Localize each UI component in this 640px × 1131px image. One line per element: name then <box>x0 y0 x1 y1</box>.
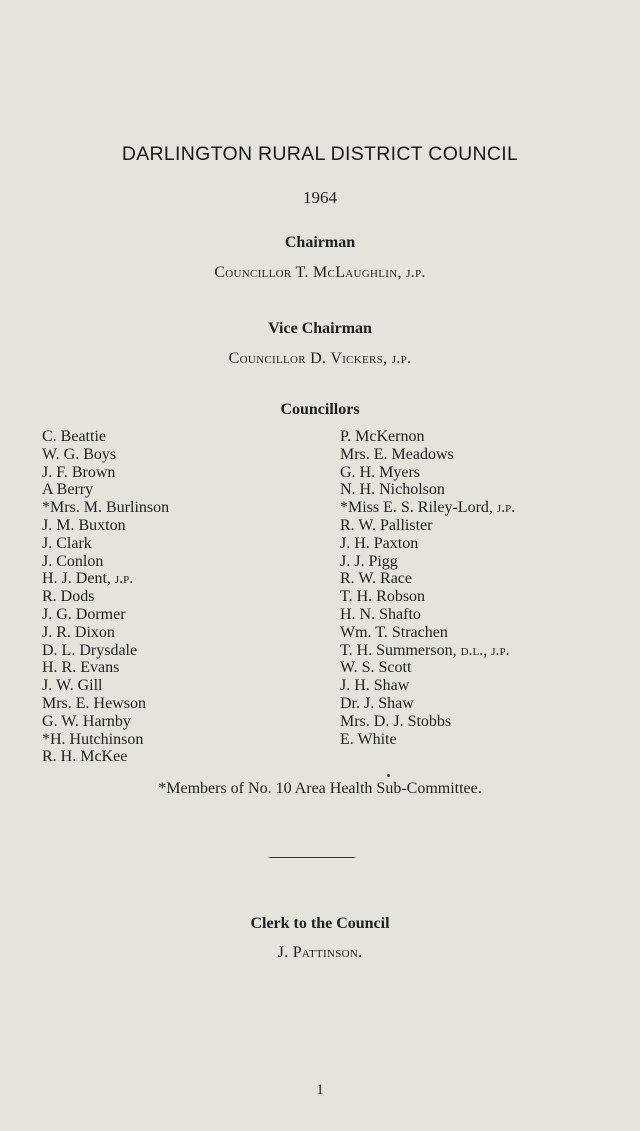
list-item: P. McKernon <box>340 428 425 445</box>
list-item: H. N. Shafto <box>340 605 421 623</box>
list-item: W. S. Scott <box>340 659 412 677</box>
list-item: W. G. Boys <box>42 445 117 463</box>
list-item: J. Conlon <box>42 552 104 570</box>
list-item: Mrs. D. J. Stobbs <box>340 712 452 730</box>
list-item: J. W. Gill <box>42 677 103 695</box>
list-item: G. H. Myers <box>340 463 420 481</box>
list-item: R. W. Race <box>340 570 412 588</box>
list-item: J. Clark <box>42 534 92 552</box>
list-item: R. W. Pallister <box>340 516 433 534</box>
list-item: J. F. Brown <box>42 463 116 481</box>
list-item: E. White <box>340 730 397 748</box>
list-item: R. H. McKee <box>42 748 128 766</box>
list-item: J. H. Paxton <box>340 534 419 552</box>
list-item: Mrs. E. Hewson <box>42 694 146 712</box>
stray-dot-mark <box>387 774 390 777</box>
list-item: T. H. Robson <box>340 588 426 606</box>
list-item: J. H. Shaw <box>340 677 410 695</box>
page-number: 1 <box>316 1082 324 1098</box>
clerk-heading: Clerk to the Council <box>250 915 390 932</box>
list-item: J. J. Pigg <box>340 552 398 570</box>
list-item: J. M. Buxton <box>42 516 126 534</box>
list-item: J. G. Dormer <box>42 605 126 623</box>
list-item: R. Dods <box>42 588 95 606</box>
divider-rule <box>269 857 355 858</box>
list-item: H. R. Evans <box>42 659 120 677</box>
councillors-left-column <box>42 428 169 766</box>
list-item: H. J. Dent, j.p. <box>42 570 134 588</box>
list-item: J. R. Dixon <box>42 623 115 641</box>
list-item: N. H. Nicholson <box>340 481 445 499</box>
list-item: D. L. Drysdale <box>42 641 138 659</box>
chairman-name: Councillor T. McLaughlin, j.p. <box>214 264 426 281</box>
list-item: T. H. Summerson, d.l., j.p. <box>340 641 510 659</box>
year: 1964 <box>303 188 337 207</box>
list-item: Mrs. E. Meadows <box>340 445 454 463</box>
list-item: *H. Hutchinson <box>42 730 144 748</box>
councillors-right-column <box>340 428 515 748</box>
list-item: Wm. T. Strachen <box>340 623 448 641</box>
list-item: *Mrs. M. Burlinson <box>42 499 170 517</box>
list-item: C. Beattie <box>42 428 106 445</box>
list-item: Dr. J. Shaw <box>340 694 414 712</box>
chairman-heading: Chairman <box>284 234 356 251</box>
vice-chairman-heading: Vice Chairman <box>268 320 372 337</box>
list-item: *Miss E. S. Riley-Lord, j.p. <box>340 499 516 517</box>
council-title: DARLINGTON RURAL DISTRICT COUNCIL <box>121 143 519 165</box>
list-item: G. W. Harnby <box>42 712 131 730</box>
list-item: A Berry <box>42 481 94 499</box>
footnote: *Members of No. 10 Area Health Sub-Committee. <box>158 780 482 797</box>
clerk-name: J. Pattinson. <box>277 944 363 961</box>
vice-chairman-name: Councillor D. Vickers, j.p. <box>228 350 412 367</box>
councillors-heading: Councillors <box>280 401 360 418</box>
